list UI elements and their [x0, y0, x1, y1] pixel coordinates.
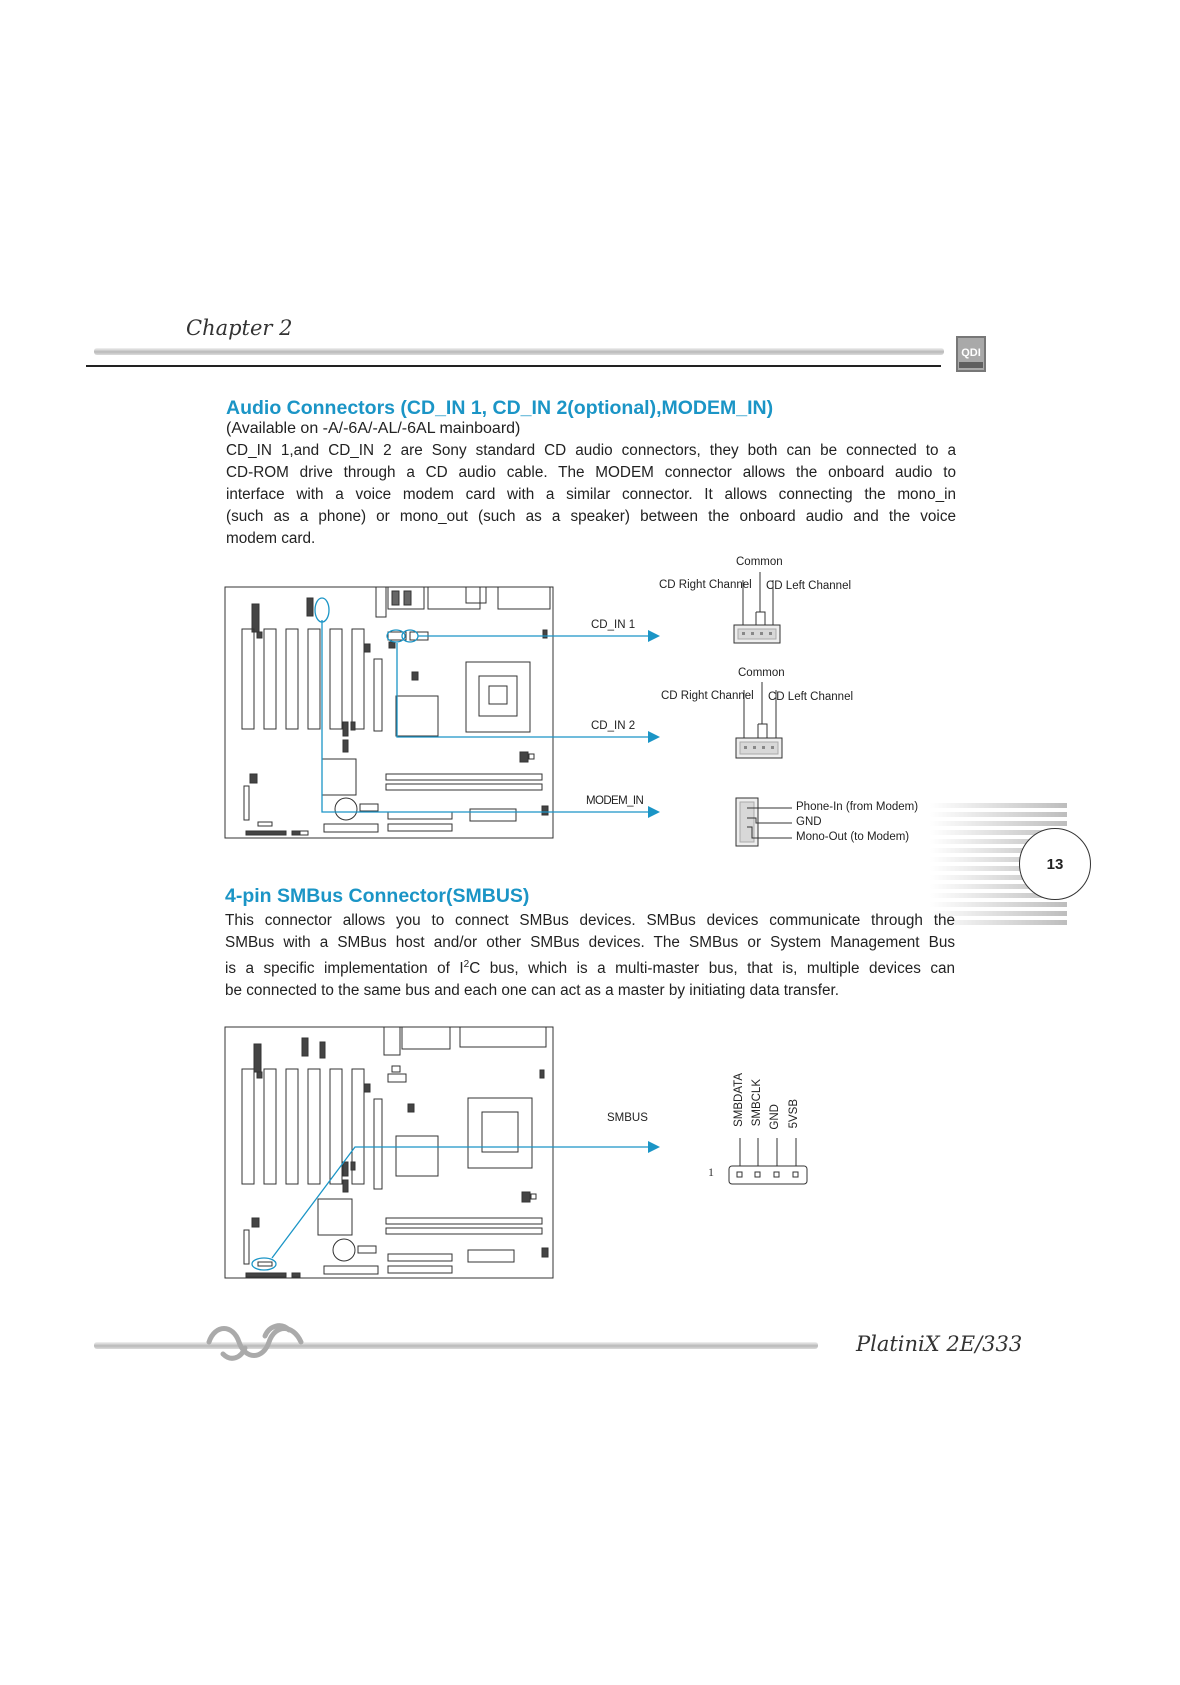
- cd2-right-channel-label: CD Right Channel: [661, 690, 754, 702]
- modem-pin-mono-out: Mono-Out (to Modem): [796, 831, 910, 843]
- audio-line: CD_IN 1,and CD_IN 2 are Sony standard CD audio connectors, they both can be connected to a: [226, 442, 956, 459]
- product-name: PlatiniX 2E/333: [856, 1332, 1023, 1356]
- chapter-title: Chapter 2: [186, 316, 293, 340]
- superscript: 2: [463, 959, 470, 970]
- audio-line: modem card.: [226, 530, 316, 547]
- modem-pin-gnd: GND: [796, 816, 822, 828]
- cd1-common-label: Common: [736, 556, 783, 568]
- audio-line: (such as a phone) or mono_out (such as a speaker) between the onboard audio and the voice: [226, 508, 956, 525]
- svg-text:QDI: QDI: [961, 347, 981, 359]
- cd-in1-label: CD_IN 1: [591, 619, 636, 631]
- modem-pin-phone-in: Phone-In (from Modem): [796, 801, 919, 813]
- smbus-line-part: is a specific implementation of I: [225, 960, 464, 978]
- smbus-pin1-marker: 1: [708, 1165, 714, 1179]
- modem-in-label: MODEM_IN: [586, 795, 644, 807]
- smbus-pin-smbdata: SMBDATA: [733, 1073, 745, 1127]
- smbus-pin-5vsb: 5VSB: [788, 1099, 800, 1129]
- smbus-line-part: C bus, which is a multi-master bus, that is, multiple devices can: [469, 960, 955, 978]
- audio-section-heading: Audio Connectors (CD_IN 1, CD_IN 2(optional),MODEM_IN): [226, 397, 774, 419]
- smbus-pin-smbclk: SMBCLK: [751, 1079, 763, 1127]
- page-number: 13: [1019, 828, 1091, 900]
- cd2-left-channel-label: CD Left Channel: [768, 691, 854, 703]
- cd-in2-label: CD_IN 2: [591, 720, 636, 732]
- smbus-section-heading: 4-pin SMBus Connector(SMBUS): [225, 885, 530, 907]
- smbus-pin-gnd: GND: [769, 1104, 781, 1130]
- footer-rule: [94, 1342, 818, 1349]
- audio-line: interface with a voice modem card with a similar connector. It allows connecting the mono_in: [226, 486, 956, 503]
- smbus-line: be connected to the same bus and each one can act as a master by initiating data transfer.: [225, 982, 839, 1000]
- smbus-line: SMBus with a SMBus host and/or other SMBus devices. The SMBus or System Management Bus: [225, 934, 955, 951]
- cd2-common-label: Common: [738, 667, 785, 679]
- cd1-left-channel-label: CD Left Channel: [766, 580, 852, 592]
- audio-availability: (Available on -A/-6A/-AL/-6AL mainboard): [226, 420, 521, 437]
- swirl-ornament-icon: [205, 1320, 305, 1364]
- cd1-right-channel-label: CD Right Channel: [659, 579, 752, 591]
- smbus-connector-icon: [724, 1136, 816, 1186]
- smbus-line: This connector allows you to connect SMBus devices. SMBus devices communicate through the: [225, 912, 955, 929]
- audio-line: CD-ROM drive through a CD audio cable. The MODEM connector allows the onboard audio to: [226, 464, 956, 481]
- smbus-label: SMBUS: [607, 1112, 648, 1124]
